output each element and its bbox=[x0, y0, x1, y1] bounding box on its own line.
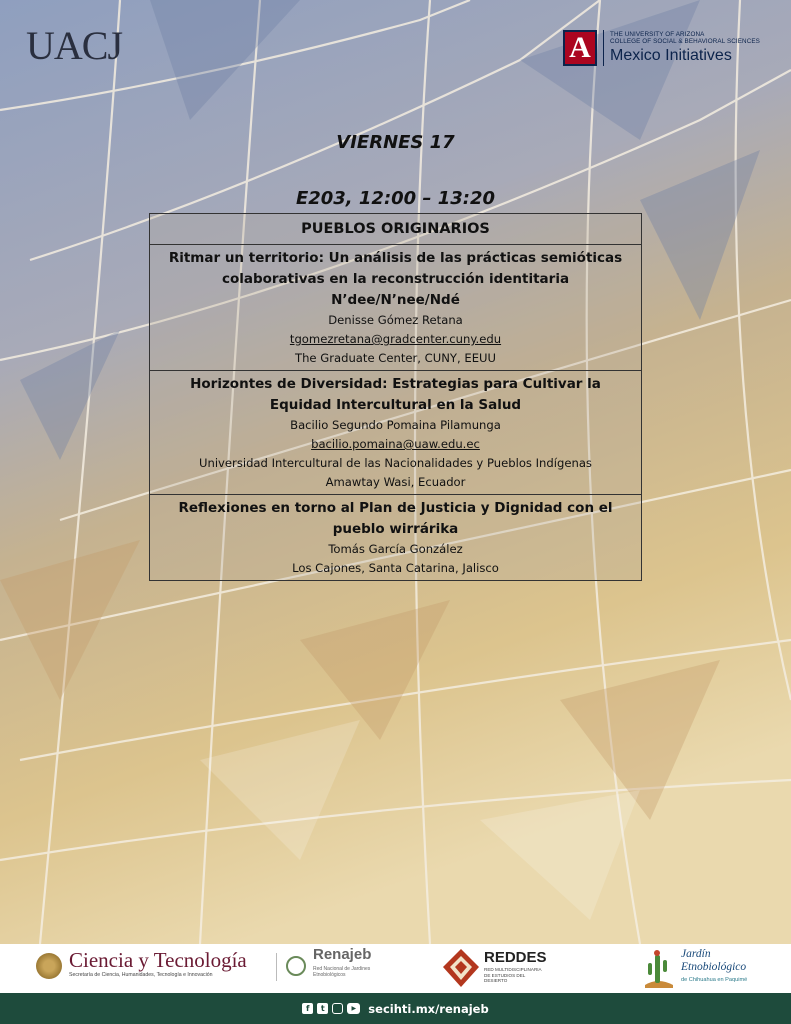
talk-affiliation: Amawtay Wasi, Ecuador bbox=[325, 475, 466, 489]
youtube-icon[interactable]: ▶ bbox=[347, 1003, 360, 1014]
renajeb-sub-line: Red Nacional de Jardines bbox=[313, 966, 371, 972]
ciencia-tecnologia-logo: Ciencia y Tecnología bbox=[69, 948, 247, 972]
ua-line-2: COLLEGE OF SOCIAL & BEHAVIORAL SCIENCES bbox=[610, 38, 760, 45]
talk-title-line: Reflexiones en torno al Plan de Justicia y Dignidad con el bbox=[178, 500, 613, 516]
talk-affiliation: Los Cajones, Santa Catarina, Jalisco bbox=[292, 561, 499, 575]
schedule-table bbox=[149, 213, 642, 581]
talk-cell bbox=[150, 495, 642, 581]
reddes-logo: REDDES bbox=[484, 949, 547, 966]
social-bar bbox=[0, 993, 791, 1024]
jardin-logo-line-1: Jardín bbox=[681, 948, 711, 960]
twitter-icon[interactable]: t bbox=[317, 1003, 328, 1014]
talk-title-line: colaborativas en la reconstrucción identitaria bbox=[221, 271, 570, 287]
session-room-time: E203, 12:00 – 13:20 bbox=[295, 188, 496, 209]
section-title: PUEBLOS ORIGINARIOS bbox=[150, 214, 642, 245]
jardin-cactus-icon bbox=[639, 947, 677, 989]
talk-author: Tomás García González bbox=[328, 542, 463, 556]
jardin-subtitle: de Chihuahua en Paquimé bbox=[681, 977, 748, 983]
talk-title-line: Ritmar un territorio: Un análisis de las prácticas semióticas bbox=[168, 250, 623, 266]
renajeb-sub-line: Etnobiológicos bbox=[313, 972, 346, 978]
talk-cell bbox=[150, 371, 642, 495]
university-of-arizona-logo bbox=[563, 30, 760, 66]
talk-row bbox=[150, 371, 642, 495]
ua-line-1: THE UNIVERSITY OF ARIZONA bbox=[610, 31, 705, 38]
talk-author: Denisse Gómez Retana bbox=[328, 313, 463, 327]
social-handle-link[interactable]: secihti.mx/renajeb bbox=[368, 1001, 489, 1016]
reddes-sub-line: DESIERTO bbox=[484, 978, 508, 983]
ua-logo-text bbox=[610, 31, 760, 65]
talk-author: Bacilio Segundo Pomaina Pilamunga bbox=[290, 418, 501, 432]
ciencia-tecnologia-subtitle: Secretaría de Ciencia, Humanidades, Tecnología e Innovación bbox=[69, 972, 213, 978]
talk-affiliation: Universidad Intercultural de las Nacionalidades y Pueblos Indígenas bbox=[199, 456, 592, 470]
talk-row bbox=[150, 245, 642, 371]
instagram-icon[interactable] bbox=[332, 1003, 343, 1014]
reddes-sub-line: DE ESTUDIOS DEL bbox=[484, 972, 526, 978]
renajeb-subtitle bbox=[313, 966, 370, 978]
session-day: VIERNES 17 bbox=[336, 132, 455, 153]
renajeb-leaf-icon bbox=[286, 956, 306, 976]
reddes-subtitle bbox=[484, 967, 542, 984]
logo-divider bbox=[603, 30, 604, 66]
facebook-icon[interactable]: f bbox=[302, 1003, 313, 1014]
renajeb-logo: Renajeb bbox=[313, 946, 372, 963]
talk-email[interactable]: bacilio.pomaina@uaw.edu.ec bbox=[311, 437, 480, 451]
sponsor-strip bbox=[0, 944, 791, 993]
section-header-row bbox=[150, 214, 642, 245]
talk-title-line: Horizontes de Diversidad: Estrategias para Cultivar la bbox=[190, 376, 601, 392]
talk-title-line: Equidad Intercultural en la Salud bbox=[269, 397, 522, 413]
talk-affiliation: The Graduate Center, CUNY, EEUU bbox=[295, 351, 496, 365]
talk-row bbox=[150, 495, 642, 581]
talk-cell bbox=[150, 245, 642, 371]
arizona-a-icon: A bbox=[563, 30, 597, 66]
talk-email[interactable]: tgomezretana@gradcenter.cuny.edu bbox=[289, 332, 502, 346]
jardin-logo-line-2: Etnobiológico bbox=[681, 961, 747, 973]
mexico-seal-icon bbox=[36, 953, 62, 979]
sponsor-divider bbox=[276, 953, 277, 981]
uacj-logo: UACJ bbox=[26, 23, 123, 68]
reddes-sub-line: RED MULTIDISCIPLINARIA bbox=[484, 967, 542, 972]
talk-title-line: N’dee/N’nee/Ndé bbox=[331, 292, 460, 308]
reddes-emblem-icon bbox=[442, 948, 480, 988]
ua-line-3: Mexico Initiatives bbox=[610, 47, 732, 64]
talk-title-line: pueblo wirrárika bbox=[332, 521, 459, 537]
